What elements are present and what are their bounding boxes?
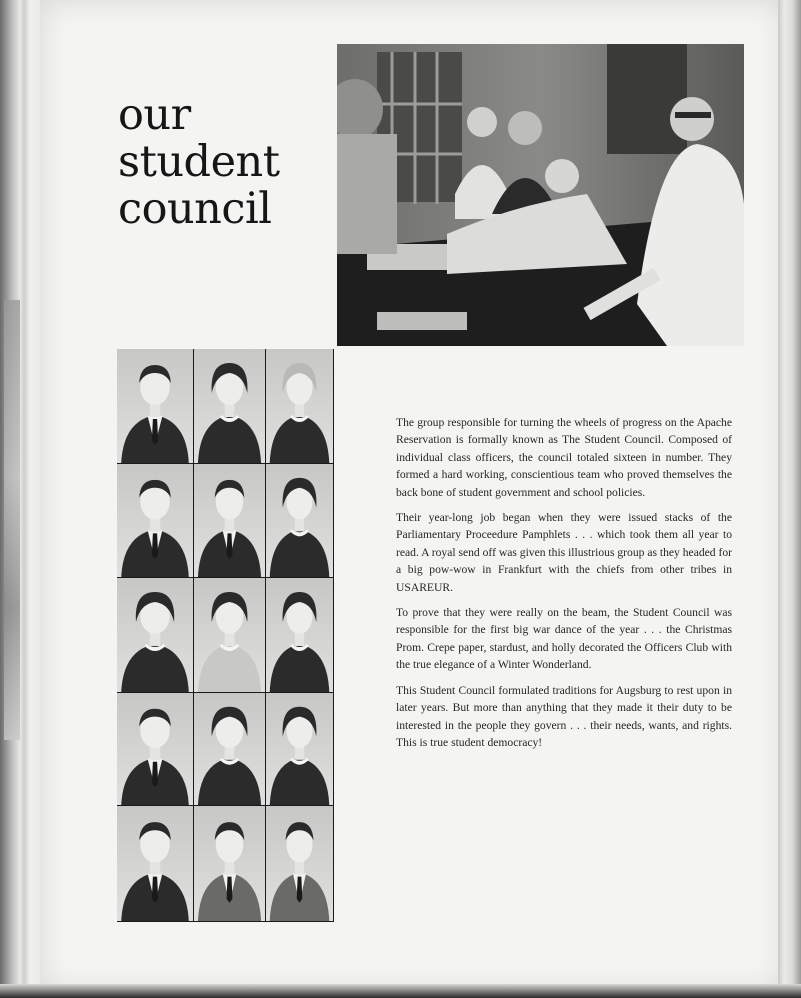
portrait-silhouette-icon: [266, 806, 333, 921]
page-edge-bottom: [0, 984, 801, 998]
portrait-silhouette-icon: [194, 578, 265, 692]
portrait-photo: [194, 806, 266, 922]
portrait-silhouette-icon: [117, 464, 193, 577]
article-paragraph: Their year-long job began when they were issued stacks of the Parliamentary Proceedure Pamphlets . . . which took them all year to read. A royal send off was given this illustrious group as they headed for a big pow-wow in Frankfurt with the chiefs from other tribes in USAREUR.: [396, 511, 732, 594]
portrait-silhouette-icon: [266, 693, 333, 805]
title-line-2: student: [118, 137, 280, 187]
portrait-photo: [194, 693, 266, 806]
portrait-photo: [266, 806, 334, 922]
portrait-photo: [117, 349, 194, 464]
group-photo-icon: [337, 44, 744, 346]
page-edge-right: [778, 0, 801, 998]
portrait-photo: [194, 464, 266, 578]
portrait-photo: [117, 693, 194, 806]
portrait-silhouette-icon: [194, 693, 265, 805]
group-photo: [337, 44, 744, 346]
portrait-photo: [117, 464, 194, 578]
portrait-silhouette-icon: [194, 806, 265, 921]
binding-strip: [4, 300, 20, 740]
portrait-photo: [266, 349, 334, 464]
portrait-photo: [194, 578, 266, 693]
portrait-silhouette-icon: [266, 464, 333, 577]
portrait-silhouette-icon: [266, 578, 333, 692]
article-text: [396, 414, 732, 759]
portrait-silhouette-icon: [117, 578, 193, 692]
article-paragraph: To prove that they were really on the beam, the Student Council was responsible for the first big war dance of the year . . . the Christmas Prom. Crepe paper, stardust, and holly decorated the Officers Club with the true elegance of a Winter Wonderland.: [396, 606, 732, 672]
portrait-photo: [266, 578, 334, 693]
portrait-silhouette-icon: [194, 464, 265, 577]
portrait-silhouette-icon: [117, 349, 193, 463]
portrait-photo: [266, 693, 334, 806]
portrait-grid: [117, 349, 334, 922]
portrait-silhouette-icon: [117, 806, 193, 921]
page-title: [118, 92, 328, 233]
portrait-photo: [117, 578, 194, 693]
portrait-silhouette-icon: [117, 693, 193, 805]
portrait-photo: [194, 349, 266, 464]
article-paragraph: The group responsible for turning the wheels of progress on the Apache Reservation is formally known as The Student Council. Composed of individual class officers, the council totaled sixteen in number. They formed a hard working, conscientious team who proved themselves the back bone of student government and school policies.: [396, 416, 732, 499]
title-line-1: our: [118, 90, 191, 140]
portrait-silhouette-icon: [266, 349, 333, 463]
portrait-silhouette-icon: [194, 349, 265, 463]
portrait-photo: [117, 806, 194, 922]
title-line-3: council: [118, 184, 272, 234]
article-paragraph: This Student Council formulated traditions for Augsburg to rest upon in later years. But more than anything that they made it their duty to be interested in the people they govern . . . their needs, wants, and rights. This is true student democracy!: [396, 683, 732, 749]
portrait-photo: [266, 464, 334, 578]
